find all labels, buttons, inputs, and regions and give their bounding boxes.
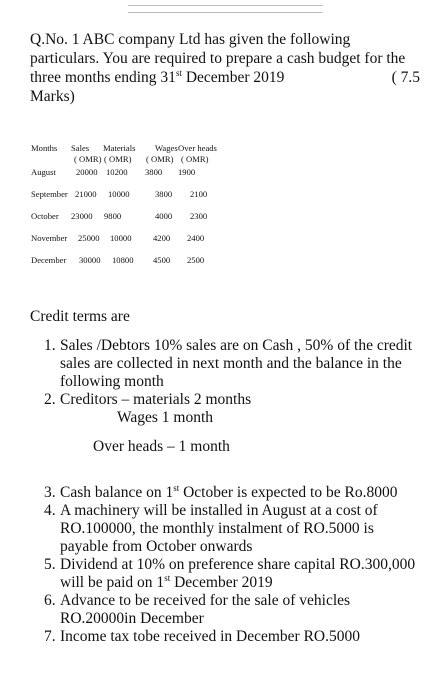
budget-table bbox=[31, 143, 261, 266]
cell-overheads: 2300 bbox=[190, 211, 208, 221]
cell-month: October bbox=[31, 211, 59, 221]
header-wages: Wages bbox=[155, 143, 178, 153]
item-text: Sales /Debtors 10% sales are on Cash , 50% of the credit sales are collected in next month and the balance in the following month bbox=[60, 337, 413, 390]
cell-materials: 10200 bbox=[106, 167, 128, 177]
table-row bbox=[31, 233, 261, 244]
item-number: 3. bbox=[44, 484, 56, 501]
item-number: 2. bbox=[44, 391, 56, 408]
item-text: Cash balance on 1 bbox=[60, 484, 174, 501]
header-sales: Sales bbox=[71, 143, 90, 153]
cell-overheads: 1900 bbox=[178, 167, 196, 177]
item-sup: st bbox=[164, 572, 171, 583]
question-body: Q.No. 1 ABC company Ltd has given the following particulars. You are required to prepare a cash budget for the three months ending 31 bbox=[30, 31, 406, 86]
cell-wages: 3800 bbox=[155, 189, 173, 199]
item-text-end: October is expected to be Ro.8000 bbox=[179, 484, 398, 501]
question-body-end: December 2019 bbox=[181, 69, 285, 86]
unit-overheads: ( OMR) bbox=[181, 154, 209, 164]
list-item bbox=[30, 391, 425, 409]
item-text-end: December 2019 bbox=[170, 574, 273, 591]
cell-sales: 21000 bbox=[75, 189, 97, 199]
cell-overheads: 2400 bbox=[187, 233, 205, 243]
item-text: Dividend at 10% on preference share capital RO.300,000 will be paid on 1 bbox=[60, 556, 416, 591]
item-text: Advance to be received for the sale of vehicles RO.20000in December bbox=[60, 592, 351, 627]
item-number: 1. bbox=[44, 337, 56, 354]
table-row bbox=[31, 189, 261, 200]
item-text: Creditors – materials 2 months bbox=[60, 391, 252, 408]
cell-wages: 4000 bbox=[155, 211, 173, 221]
header-overheads: Over heads bbox=[178, 143, 217, 153]
cell-month: November bbox=[31, 233, 68, 243]
cell-month: December bbox=[31, 255, 67, 265]
table-units-row bbox=[31, 154, 261, 165]
item-sup: st bbox=[173, 482, 180, 493]
list-item bbox=[30, 337, 425, 391]
cell-materials: 10000 bbox=[110, 233, 132, 243]
top-divider bbox=[128, 5, 323, 13]
cell-month: August bbox=[31, 167, 56, 177]
list-item bbox=[30, 592, 425, 628]
item-text: Income tax tobe received in December RO.5000 bbox=[60, 628, 360, 645]
list-item bbox=[30, 502, 425, 556]
cell-wages: 4500 bbox=[153, 255, 171, 265]
notes-list bbox=[30, 484, 425, 646]
table-header-row bbox=[31, 143, 261, 154]
cell-materials: 9800 bbox=[104, 211, 122, 221]
cell-sales: 25000 bbox=[78, 233, 100, 243]
credit-heading: Credit terms are bbox=[30, 308, 130, 325]
header-materials: Materials bbox=[103, 143, 136, 153]
table-row bbox=[31, 167, 261, 178]
list-item bbox=[30, 484, 425, 502]
unit-wages: ( OMR) bbox=[146, 154, 174, 164]
unit-materials: ( OMR) bbox=[104, 154, 132, 164]
cell-sales: 23000 bbox=[71, 211, 93, 221]
credit-terms bbox=[30, 308, 425, 646]
cell-materials: 10000 bbox=[108, 189, 130, 199]
cell-sales: 20000 bbox=[76, 167, 98, 177]
item-text: A machinery will be installed in August at a cost of RO.100000, the monthly instalment of RO.5000 is payable from October onwards bbox=[60, 502, 378, 555]
cell-sales: 30000 bbox=[79, 255, 101, 265]
cell-wages: 4200 bbox=[153, 233, 171, 243]
list-item bbox=[30, 556, 425, 592]
item-number: 6. bbox=[44, 592, 56, 609]
cell-materials: 10800 bbox=[112, 255, 134, 265]
item-number: 5. bbox=[44, 556, 56, 573]
question-text bbox=[30, 30, 420, 106]
unit-sales: ( OMR) bbox=[74, 154, 102, 164]
header-months: Months bbox=[31, 143, 58, 153]
table-row bbox=[31, 255, 261, 266]
cell-overheads: 2500 bbox=[187, 255, 205, 265]
question-sup: st bbox=[175, 67, 182, 78]
marks-line: Marks) bbox=[30, 88, 75, 105]
cell-month: September bbox=[31, 189, 68, 199]
cell-overheads: 2100 bbox=[190, 189, 208, 199]
overheads-term: Over heads – 1 month bbox=[93, 438, 230, 455]
item-number: 4. bbox=[44, 502, 56, 519]
cell-wages: 3800 bbox=[145, 167, 163, 177]
marks-inline: ( 7.5 bbox=[391, 69, 420, 86]
item-number: 7. bbox=[44, 628, 56, 645]
table-row bbox=[31, 211, 261, 222]
list-item bbox=[30, 628, 425, 646]
wages-term: Wages 1 month bbox=[117, 409, 214, 426]
